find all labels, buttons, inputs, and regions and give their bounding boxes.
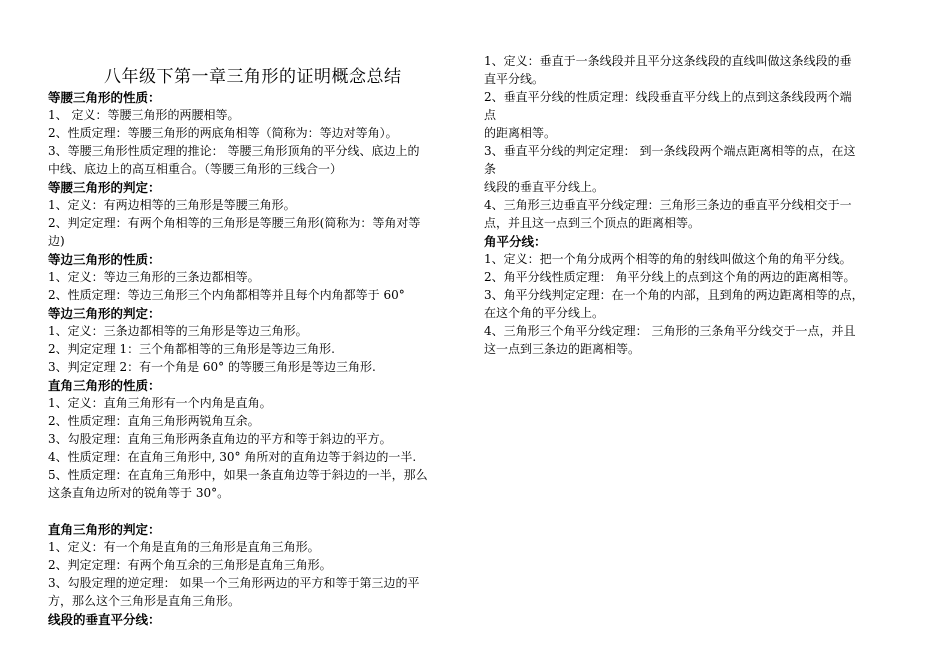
text-line: 1、定义：等边三角形的三条边都相等。 <box>48 270 260 284</box>
text-line: 3、垂直平分线的判定定理： 到一条线段两个端点距离相等的点，在这 <box>484 144 856 158</box>
text-line: 3、勾股定理：直角三角形两条直角边的平方和等于斜边的平方。 <box>48 432 392 446</box>
document-title: 八年级下第一章三角形的证明概念总结 <box>104 67 402 87</box>
section-heading: 等腰三角形的性质： <box>48 90 161 105</box>
text-line: 1、 定义：等腰三角形的两腰相等。 <box>48 108 240 122</box>
text-line: 方，那么这个三角形是直角三角形。 <box>48 594 241 608</box>
text-line: 点 <box>484 108 497 122</box>
text-line: 1、定义：把一个角分成两个相等的角的射线叫做这个角的角平分线。 <box>484 252 852 266</box>
section-heading: 线段的垂直平分线： <box>48 612 161 627</box>
section-heading: 直角三角形的性质： <box>48 378 161 393</box>
section-heading: 等边三角形的性质： <box>48 252 161 267</box>
section-heading: 直角三角形的判定： <box>48 522 161 537</box>
text-line: 1、定义：有两边相等的三角形是等腰三角形。 <box>48 198 296 212</box>
text-line: 2、性质定理：直角三角形两锐角互余。 <box>48 414 260 428</box>
text-line: 2、角平分线性质定理： 角平分线上的点到这个角的两边的距离相等。 <box>484 270 856 284</box>
text-line: 这条直角边所对的锐角等于 30°。 <box>48 486 230 500</box>
text-line: 直平分线。 <box>484 72 545 86</box>
text-line: 2、判定定理：有两个角互余的三角形是直角三角形。 <box>48 558 332 572</box>
text-line: 3、判定定理 2：有一个角是 60° 的等腰三角形是等边三角形. <box>48 360 376 374</box>
section-heading: 角平分线： <box>484 234 547 249</box>
text-line: 1、定义：有一个角是直角的三角形是直角三角形。 <box>48 540 320 554</box>
text-line: 2、垂直平分线的性质定理：线段垂直平分线上的点到这条线段两个端 <box>484 90 852 104</box>
text-line: 4、三角形三边垂直平分线定理：三角形三条边的垂直平分线相交于一 <box>484 198 852 212</box>
text-line: 边) <box>48 234 65 248</box>
text-line: 3、角平分线判定定理：在一个角的内部，且到角的两边距离相等的点， <box>484 288 864 302</box>
text-line: 5、性质定理：在直角三角形中，如果一条直角边等于斜边的一半，那么 <box>48 468 428 482</box>
text-line: 在这个角的平分线上。 <box>484 306 605 320</box>
text-line: 2、判定定理 1：三个角都相等的三角形是等边三角形. <box>48 342 335 356</box>
text-line: 4、三角形三个角平分线定理： 三角形的三条角平分线交于一点，并且 <box>484 324 856 338</box>
section-heading: 等边三角形的判定： <box>48 306 161 321</box>
text-line: 3、等腰三角形性质定理的推论： 等腰三角形顶角的平分线、底边上的 <box>48 144 420 158</box>
text-line: 2、性质定理：等腰三角形的两底角相等（简称为：等边对等角）。 <box>48 126 398 140</box>
text-line: 1、定义：三条边都相等的三角形是等边三角形。 <box>48 324 308 338</box>
text-line: 这一点到三条边的距离相等。 <box>484 342 641 356</box>
text-line: 2、性质定理：等边三角形三个内角都相等并且每个内角都等于 60° <box>48 288 405 302</box>
text-line: 条 <box>484 162 497 176</box>
text-line: 中线、底边上的高互相重合。（等腰三角形的三线合一） <box>48 162 343 176</box>
text-line: 1、定义：垂直于一条线段并且平分这条线段的直线叫做这条线段的垂 <box>484 54 852 68</box>
text-line: 的距离相等。 <box>484 126 557 140</box>
text-line: 线段的垂直平分线上。 <box>484 180 605 194</box>
text-line: 4、性质定理：在直角三角形中, 30° 角所对的直角边等于斜边的一半. <box>48 450 417 464</box>
text-line: 1、定义：直角三角形有一个内角是直角。 <box>48 396 272 410</box>
text-line: 点，并且这一点到三个顶点的距离相等。 <box>484 216 701 230</box>
text-line: 2、判定定理：有两个角相等的三角形是等腰三角形(简称为：等角对等 <box>48 216 421 230</box>
section-heading: 等腰三角形的判定： <box>48 180 161 195</box>
text-line: 3、勾股定理的逆定理： 如果一个三角形两边的平方和等于第三边的平 <box>48 576 420 590</box>
